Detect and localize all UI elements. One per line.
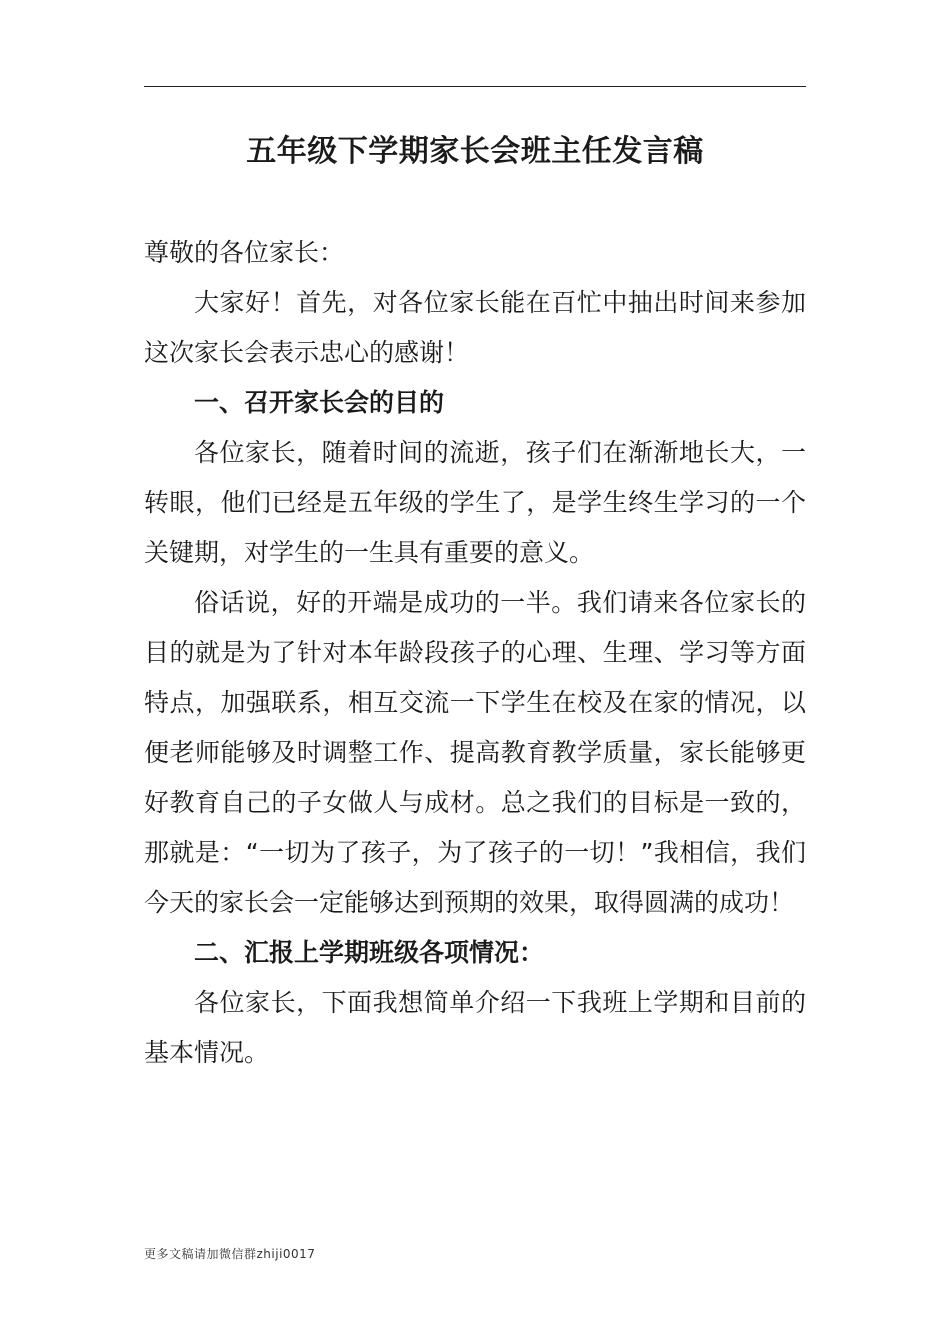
header-rule <box>144 86 806 87</box>
document-body <box>144 228 806 1078</box>
paragraph-growth: 各位家长，随着时间的流逝，孩子们在渐渐地长大，一转眼，他们已经是五年级的学生了，是学生终生学习的一个关键期，对学生的一生具有重要的意义。 <box>144 438 806 567</box>
section-heading-report: 二、汇报上学期班级各项情况： <box>194 938 545 967</box>
paragraph-goal: 俗话说，好的开端是成功的一半。我们请来各位家长的目的就是为了针对本年龄段孩子的心理、生理、学习等方面特点，加强联系，相互交流一下学生在校及在家的情况，以便老师能够及时调整工作、提高教育教学质量，家长能够更好教育自己的子女做人与成材。总之我们的目标是一致的，那就是：“一切为了孩子，为了孩子的一切！”我相信，我们今天的家长会一定能够达到预期的效果，取得圆满的成功！ <box>144 588 806 917</box>
document-title: 五年级下学期家长会班主任发言稿 <box>246 134 704 169</box>
section-heading-purpose: 一、召开家长会的目的 <box>194 388 445 417</box>
paragraph-greeting: 大家好！首先，对各位家长能在百忙中抽出时间来参加这次家长会表示忠心的感谢！ <box>144 288 806 367</box>
page-footer: 更多文稿请加微信群zhiji0017 <box>144 1247 316 1261</box>
paragraph-introduction: 各位家长，下面我想简单介绍一下我班上学期和目前的基本情况。 <box>144 988 806 1067</box>
salutation: 尊敬的各位家长： <box>144 238 345 267</box>
